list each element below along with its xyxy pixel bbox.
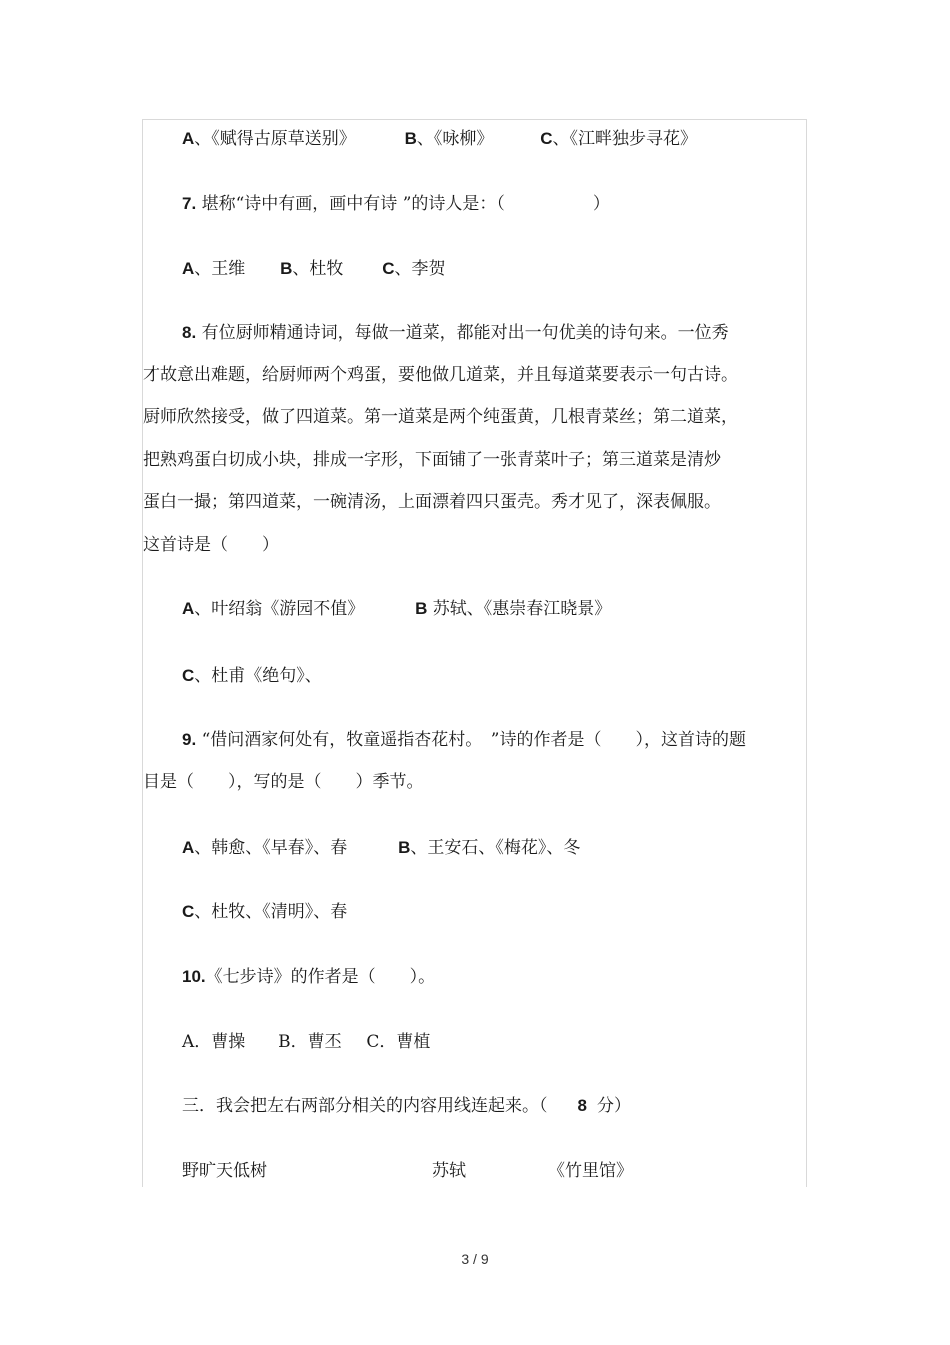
option-letter: B	[415, 599, 428, 618]
q8-line-3: 厨师欣然接受，做了四道菜。第一道菜是两个纯蛋黄，几根青菜丝；第二道菜，	[143, 407, 738, 427]
q8-line-2: 才故意出难题，给厨师两个鸡蛋，要他做几道菜，并且每道菜要表示一句古诗。	[143, 365, 738, 385]
option-text: C．曹植	[366, 1032, 431, 1052]
option-text: 、杜牧、《清明》、春	[194, 902, 348, 922]
option-text: 、王安石、《梅花》、冬	[410, 838, 581, 858]
q8-line-4: 把熟鸡蛋白切成小块，排成一字形，下面铺了一张青菜叶子；第三道菜是清炒	[143, 450, 721, 470]
option-letter: B	[404, 129, 417, 148]
q10-question	[182, 966, 435, 988]
q8-line-5: 蛋白一撮；第四道菜，一碗清汤，上面漂着四只蛋壳。秀才见了，深表佩服。	[143, 492, 721, 512]
match-row-left: 野旷天低树	[182, 1161, 267, 1181]
question-number: 10.	[182, 967, 206, 986]
question-text: “借问酒家何处有，牧童遥指杏花村。 ”诗的作者是（ ），这首诗的题	[201, 730, 746, 750]
option-letter: A	[182, 259, 195, 278]
option-letter: C	[382, 259, 395, 278]
option-letter: C	[182, 902, 195, 921]
section-heading-text: 三．我会把左右两部分相关的内容用线连起来。（	[182, 1096, 548, 1116]
q8-line-1	[182, 322, 729, 344]
question-text: 有位厨师精通诗词，每做一道菜，都能对出一句优美的诗句来。一位秀	[201, 323, 729, 343]
option-letter: A	[182, 599, 195, 618]
option-text: 、叶绍翁《游园不值》	[194, 599, 365, 619]
option-text: 、李贺	[394, 259, 446, 279]
q8-option-c	[182, 665, 322, 687]
match-row-right: 《竹里馆》	[548, 1161, 633, 1181]
option-text: 、王维	[194, 259, 246, 279]
q9-option-c	[182, 901, 347, 923]
question-text: 堪称“诗中有画，画中有诗 ”的诗人是：（	[201, 194, 505, 214]
option-text: 、杜牧	[292, 259, 344, 279]
page-number: 3 / 9	[461, 1251, 489, 1267]
option-letter: B	[280, 259, 293, 278]
q9-line-1	[182, 729, 746, 751]
option-text: 、《咏柳》	[416, 129, 494, 149]
q9-line-2: 目是（ ），写的是（ ）季节。	[143, 772, 424, 792]
match-row-mid: 苏轼	[432, 1161, 466, 1181]
answer-paren-close: ）	[592, 194, 610, 214]
q7-options	[182, 258, 445, 280]
option-text: 苏轼、《惠崇春江晓景》	[432, 599, 612, 619]
section-points: 8	[577, 1096, 587, 1115]
q9-options-ab	[182, 837, 580, 859]
option-letter: B	[398, 838, 411, 857]
question-number: 8.	[182, 323, 197, 342]
option-letter: A	[182, 129, 195, 148]
q10-options	[182, 1031, 430, 1053]
option-text: 、韩愈、《早春》、春	[194, 838, 348, 858]
q8-line-6: 这首诗是（ ）	[143, 535, 279, 555]
option-text: 、《赋得古原草送别》	[194, 129, 356, 149]
question-number: 7.	[182, 194, 197, 213]
section3-heading	[182, 1095, 631, 1117]
option-text: 、《江畔独步寻花》	[552, 129, 697, 149]
option-text: B．曹丕	[278, 1032, 342, 1052]
question-number: 9.	[182, 730, 197, 749]
question-text: 《七步诗》的作者是（ ）。	[205, 967, 436, 987]
q6-options	[182, 128, 697, 150]
section-heading-text: 分）	[596, 1096, 631, 1116]
option-text: 、杜甫《绝句》、	[194, 666, 322, 686]
q8-options-ab	[182, 598, 611, 620]
option-text: A．曹操	[182, 1032, 246, 1052]
option-letter: C	[540, 129, 553, 148]
option-letter: C	[182, 666, 195, 685]
option-letter: A	[182, 838, 195, 857]
q7-question	[182, 193, 610, 215]
